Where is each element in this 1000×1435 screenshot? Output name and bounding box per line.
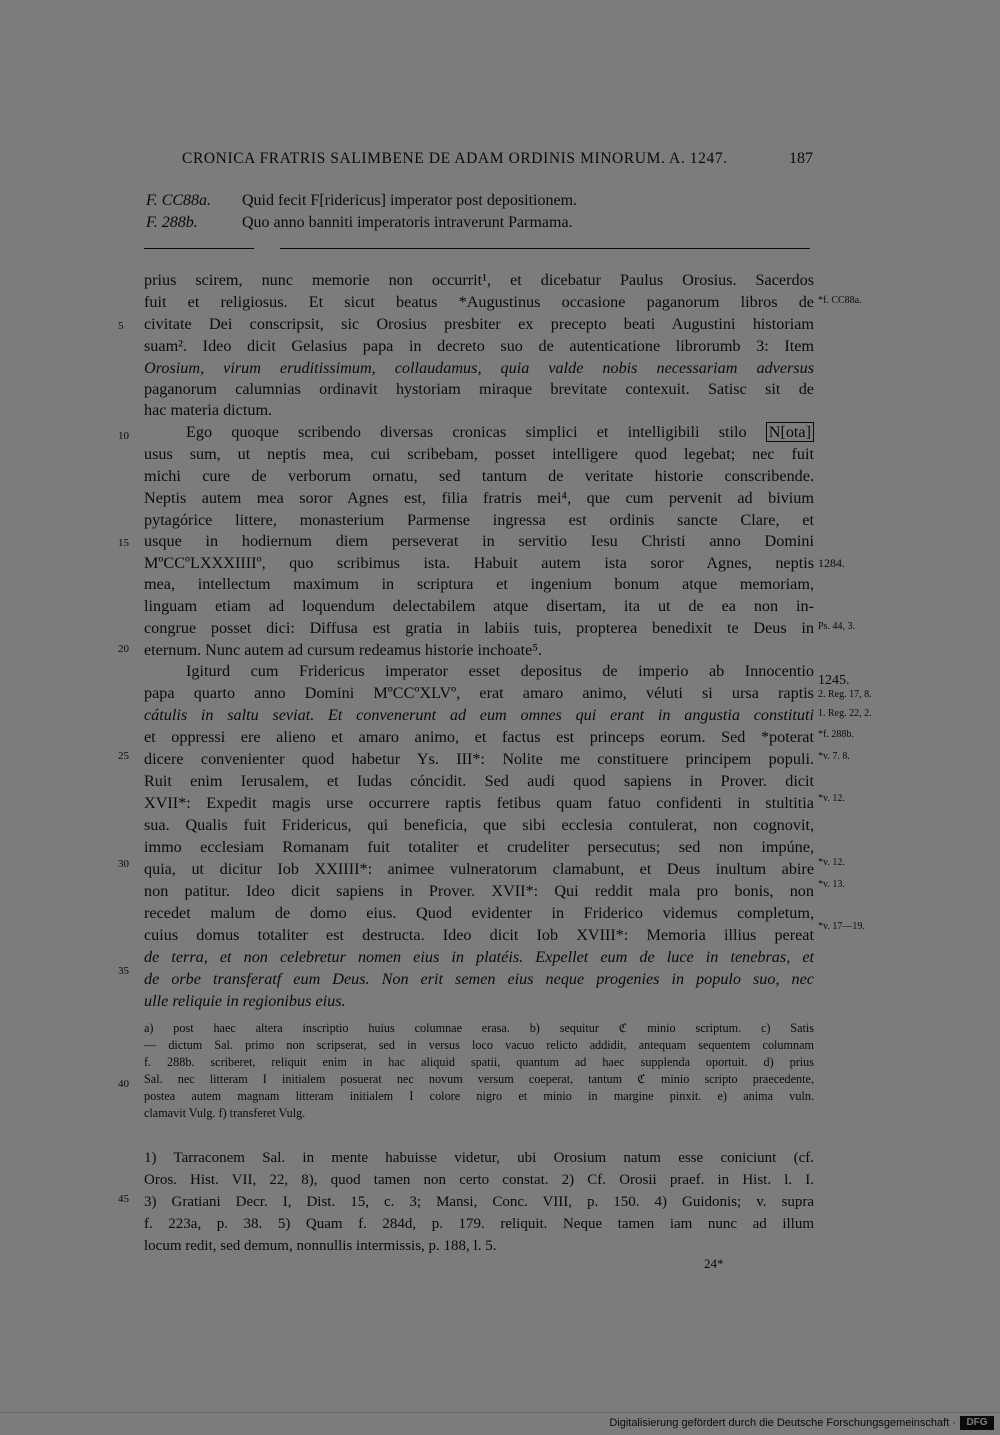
apparatus-line: — dictum Sal. primo non scripserat, sed in versus loco vacuo relicto addidit, antequam sequentem columnam — [144, 1038, 814, 1052]
text-line: usus sum, ut neptis mea, cui scribebam, posset intelligere quod legebat; nec fuit — [144, 445, 814, 463]
text-line: Orosium, virum eruditissimum, collaudamus, quia valde nobis necessariam adversus — [144, 359, 814, 377]
text-line: congrue posset dici: Diffusa est gratia in labiis tuis, propterea benedixit te Deus in — [144, 619, 814, 637]
text-line: Ruit enim Ierusalem, et Iudas cóncidit. Sed audi quod sapiens in Prover. dicit — [144, 772, 814, 790]
line-number: 40 — [118, 1078, 129, 1090]
header-rule-left — [144, 248, 254, 249]
margin-note: Ps. 44, 3. — [818, 621, 855, 632]
margin-note: *v. 13. — [818, 879, 845, 890]
line-number: 10 — [118, 430, 129, 442]
text-line: Neptis autem mea soror Agnes est, filia fratris mei⁴, que cum pervenit ad bivium — [144, 489, 814, 507]
margin-note: 1245. — [818, 673, 850, 688]
text-line: civitate Dei conscripsit, sic Orosius presbiter ex precepto beati Augustini historiam — [144, 315, 814, 333]
dfg-logo: DFG — [960, 1416, 994, 1430]
line-number: 45 — [118, 1193, 129, 1205]
line-number: 15 — [118, 537, 129, 549]
line-number: 35 — [118, 965, 129, 977]
text-line: de terra, et non celebretur nomen eius in platéis. Expellet eum de luce in tenebras, et — [144, 948, 814, 966]
text-line: suam². Ideo dicit Gelasius papa in decreto suo de autenticatione librorumb 3: Item — [144, 337, 814, 355]
margin-note: 1284. — [818, 556, 845, 570]
text-line: hac materia dictum. — [144, 401, 273, 419]
text-line: et oppressi ere alieno et amaro animo, et factus est princeps eorum. Sed *poterat — [144, 728, 814, 746]
column-header-2 — [146, 214, 573, 232]
funding-credit: Digitalisierung gefördert durch die Deutsche Forschungsgemeinschaft · — [609, 1417, 956, 1429]
footnote-line: 3) Gratiani Decr. I, Dist. 15, c. 3; Mansi, Conc. VIII, p. 150. 4) Guidonis; v. supra — [144, 1194, 814, 1210]
text-line: XVII*: Expedit magis urse occurrere raptis fetibus quam fatuo confidenti in stultitia — [144, 794, 814, 812]
margin-note: 2. Reg. 17, 8. — [818, 689, 872, 700]
margin-note: *v. 12. — [818, 857, 845, 868]
digitization-footer — [0, 1412, 1000, 1435]
text-line: linguam etiam ad loquendum delectabilem atque disertam, ita ut de ea non in- — [144, 597, 814, 615]
text-line: pytagórice littere, monasterium Parmense ingressa est ordinis sancte Clare, et — [144, 511, 814, 529]
text-line: Igiturd cum Fridericus imperator esset depositus de imperio ab Innocentio — [186, 662, 814, 680]
apparatus-line: clamavit Vulg. f) transferet Vulg. — [144, 1106, 306, 1120]
text-line: michi cure de verborum ornatu, sed tantum de veritate historie conscribende. — [144, 467, 814, 485]
text-line: paganorum calumnias ordinavit hystoriam miraque brevitate contexuit. Satisc sit de — [144, 380, 814, 398]
text-line: Ego quoque scribendo diversas cronicas simplici et intelligibili stilo N[ota] — [186, 422, 814, 442]
text-line: cuius domus totaliter est destructa. Ideo dicit Iob XVIII*: Memoria illius pereat — [144, 926, 814, 944]
header-rule-right — [280, 248, 810, 249]
margin-note: *v. 7. 8. — [818, 751, 850, 762]
apparatus-line: postea autem magnam litteram initialem I colore nigro et minio in margine pinxit. e) anima vuln. — [144, 1089, 814, 1103]
text-line: mea, intellectum maximum in scriptura et ingenium bonum atque memoriam, — [144, 575, 814, 593]
column-header-label: F. CC88a. — [146, 192, 212, 209]
footnote-line: locum redit, sed demum, nonnullis intermissis, p. 188, l. 5. — [144, 1238, 497, 1254]
line-number: 20 — [118, 643, 129, 655]
text-line: cátulis in saltu seviat. Et convenerunt ad eum omnes qui erant in angustia constituti — [144, 706, 814, 724]
line-number: 25 — [118, 750, 129, 762]
column-header-text: Quo anno banniti imperatoris intraverunt Parmama. — [242, 214, 573, 231]
apparatus-line: f. 288b. scriberet, reliquit enim in hac aliquid spatii, quantum ad haec supplenda oportuit. d) prius — [144, 1055, 814, 1069]
apparatus-line: Sal. nec litteram I initialem posuerat nec novum versum coeperat, tantum ℭ minio scripto praecedente, — [144, 1072, 814, 1086]
text-line: de orbe transferatf eum Deus. Non erit semen eius neque progenies in populo suo, nec — [144, 970, 814, 988]
margin-note: *f. CC88a. — [818, 295, 862, 306]
column-header-text: Quid fecit F[ridericus] imperator post depositionem. — [242, 192, 578, 209]
margin-note: *v. 12. — [818, 793, 845, 804]
text-line: sua. Qualis fuit Fridericus, qui beneficia, que sibi ecclesia contulerat, non cognovit, — [144, 816, 814, 834]
column-header-label: F. 288b. — [146, 214, 198, 231]
margin-note: *v. 17—19. — [818, 921, 865, 932]
page-number: 187 — [789, 150, 813, 167]
text-line: dicere convenienter quod habetur Ys. III*: Nolite me constituere principem populi. — [144, 750, 814, 768]
text-line: papa quarto anno Domini MºCCºXLVº, erat amaro animo, véluti si ursa raptis — [144, 684, 814, 702]
footnote-line: Oros. Hist. VII, 22, 8), quod tamen non certo constat. 2) Cf. Orosii praef. in Hist. l. I. — [144, 1172, 814, 1188]
column-header-1 — [146, 192, 577, 210]
text-line: quia, ut dicitur Iob XXIIII*: animee vulneratorum clamabunt, et Deus inultum abire — [144, 860, 814, 878]
text-line: MºCCºLXXXIIIIº, quo scribimus ista. Habuit autem ista soror Agnes, neptis — [144, 554, 814, 572]
apparatus-line: a) post haec altera inscriptio huius columnae erasa. b) sequitur ℭ minio scriptum. c) Satis — [144, 1021, 814, 1035]
text-line: prius scirem, nunc memorie non occurrit¹, et dicebatur Paulus Orosius. Sacerdos — [144, 271, 814, 289]
signature-mark: 24* — [704, 1256, 724, 1271]
text-line: usque in hodiernum diem perseverat in servitio Iesu Christi anno Domini — [144, 532, 814, 550]
text-line: fuit et religiosus. Et sicut beatus *Augustinus occasione paganorum libros de — [144, 293, 814, 311]
margin-note: *f. 288b. — [818, 729, 854, 740]
text-line: recedet malum de domo eius. Quod evidenter in Friderico videmus completum, — [144, 904, 814, 922]
footnote-line: f. 223a, p. 38. 5) Quam f. 284d, p. 179. reliquit. Neque tamen iam nunc ad illum — [144, 1216, 814, 1232]
running-title: CRONICA FRATRIS SALIMBENE DE ADAM ORDINIS MINORUM. A. 1247. — [182, 150, 728, 167]
line-number: 30 — [118, 858, 129, 870]
text-line: eternum. Nunc autem ad cursum redeamus historie inchoate⁵. — [144, 641, 543, 659]
nota-mark: N[ota] — [766, 422, 814, 442]
line-number: 5 — [118, 320, 124, 332]
text-line: non patitur. Ideo dicit sapiens in Prover. XVII*: Qui reddit mala pro bonis, non — [144, 882, 814, 900]
text-line: ulle reliquie in regionibus eius. — [144, 992, 346, 1010]
text-line: immo ecclesiam Romanam fuit totaliter et crudeliter persecutus; sed non impúne, — [144, 838, 814, 856]
margin-note: 1. Reg. 22, 2. — [818, 708, 872, 719]
footnote-line: 1) Tarraconem Sal. in mente habuisse videtur, ubi Orosium natum esse coniciunt (cf. — [144, 1150, 814, 1166]
